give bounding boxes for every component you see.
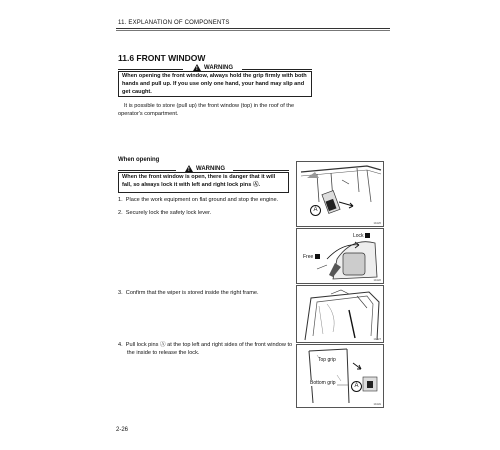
- warning-rule-left: [118, 69, 183, 70]
- step-number: 2.: [118, 210, 123, 216]
- step-4: [118, 342, 296, 358]
- step-1: [118, 197, 296, 205]
- free-marker-icon: [315, 254, 320, 259]
- intro-paragraph: It is possible to store (pull up) the front window (top) in the roof of the operator's compartment.: [118, 103, 295, 117]
- page-number: 2-26: [116, 427, 129, 433]
- top-grip-label: Top grip: [318, 357, 336, 363]
- figure-code: 11085: [373, 222, 381, 225]
- bottom-grip-label: Bottom grip: [310, 380, 336, 386]
- warning2-rule-left: [118, 170, 176, 171]
- step-number: 3.: [118, 290, 123, 296]
- step-text: Confirm that the wiper is stored inside the right frame.: [125, 290, 259, 296]
- figure-code: 11088: [373, 403, 381, 406]
- warning2-label: WARNING: [196, 165, 225, 172]
- warning-heading: [186, 64, 240, 71]
- warning-text: When opening the front window, always hold the grip firmly with both hands and pull up. If you use only one hand, your hand may slip and get caught.: [122, 73, 307, 95]
- warning2-triangle-icon: [185, 165, 193, 172]
- window-frame-illustration: [297, 162, 384, 227]
- warning-rule-right: [242, 69, 312, 70]
- chapter-header: 11. EXPLANATION OF COMPONENTS: [118, 20, 230, 26]
- callout-a: A: [310, 205, 321, 216]
- callout-a: A: [351, 381, 362, 392]
- step-text: Securely lock the safety lock lever.: [125, 210, 212, 216]
- header-rule-thin: [116, 30, 390, 31]
- warning-box: [118, 71, 312, 97]
- figure-front-window-grips: [296, 344, 384, 408]
- step-number: 1.: [118, 197, 123, 203]
- subheading-when-opening: When opening: [118, 157, 160, 163]
- step-text: Pull lock pins Ⓐ at the top left and right sides of the front window to the inside to release the lock.: [125, 342, 293, 356]
- step-2: [118, 210, 296, 218]
- step-3: [118, 290, 296, 298]
- figure-wiper-stored: [296, 285, 384, 343]
- cab-wiper-illustration: [297, 286, 384, 343]
- warning2-text: When the front window is open, there is danger that it will fall, so always lock it with left and right lock pins Ⓐ.: [122, 174, 276, 188]
- figure-window-lock-pin: [296, 161, 384, 227]
- warning-label: WARNING: [204, 64, 233, 71]
- step-number: 4.: [118, 342, 123, 348]
- warning2-box: [118, 172, 289, 193]
- section-title: 11.6 FRONT WINDOW: [118, 53, 206, 63]
- warning2-heading: [178, 165, 232, 172]
- free-label: Free: [303, 254, 320, 260]
- figure-code: 11086: [373, 279, 381, 282]
- lock-marker-icon: [365, 233, 370, 238]
- figure-code: 11087: [373, 338, 381, 341]
- step-text: Place the work equipment on flat ground and stop the engine.: [125, 197, 279, 203]
- warning-triangle-icon: [193, 64, 201, 71]
- lock-label: Lock: [353, 233, 370, 239]
- figure-safety-lock-lever: [296, 228, 384, 284]
- warning2-rule-right: [233, 170, 289, 171]
- front-window-illustration: [297, 345, 384, 408]
